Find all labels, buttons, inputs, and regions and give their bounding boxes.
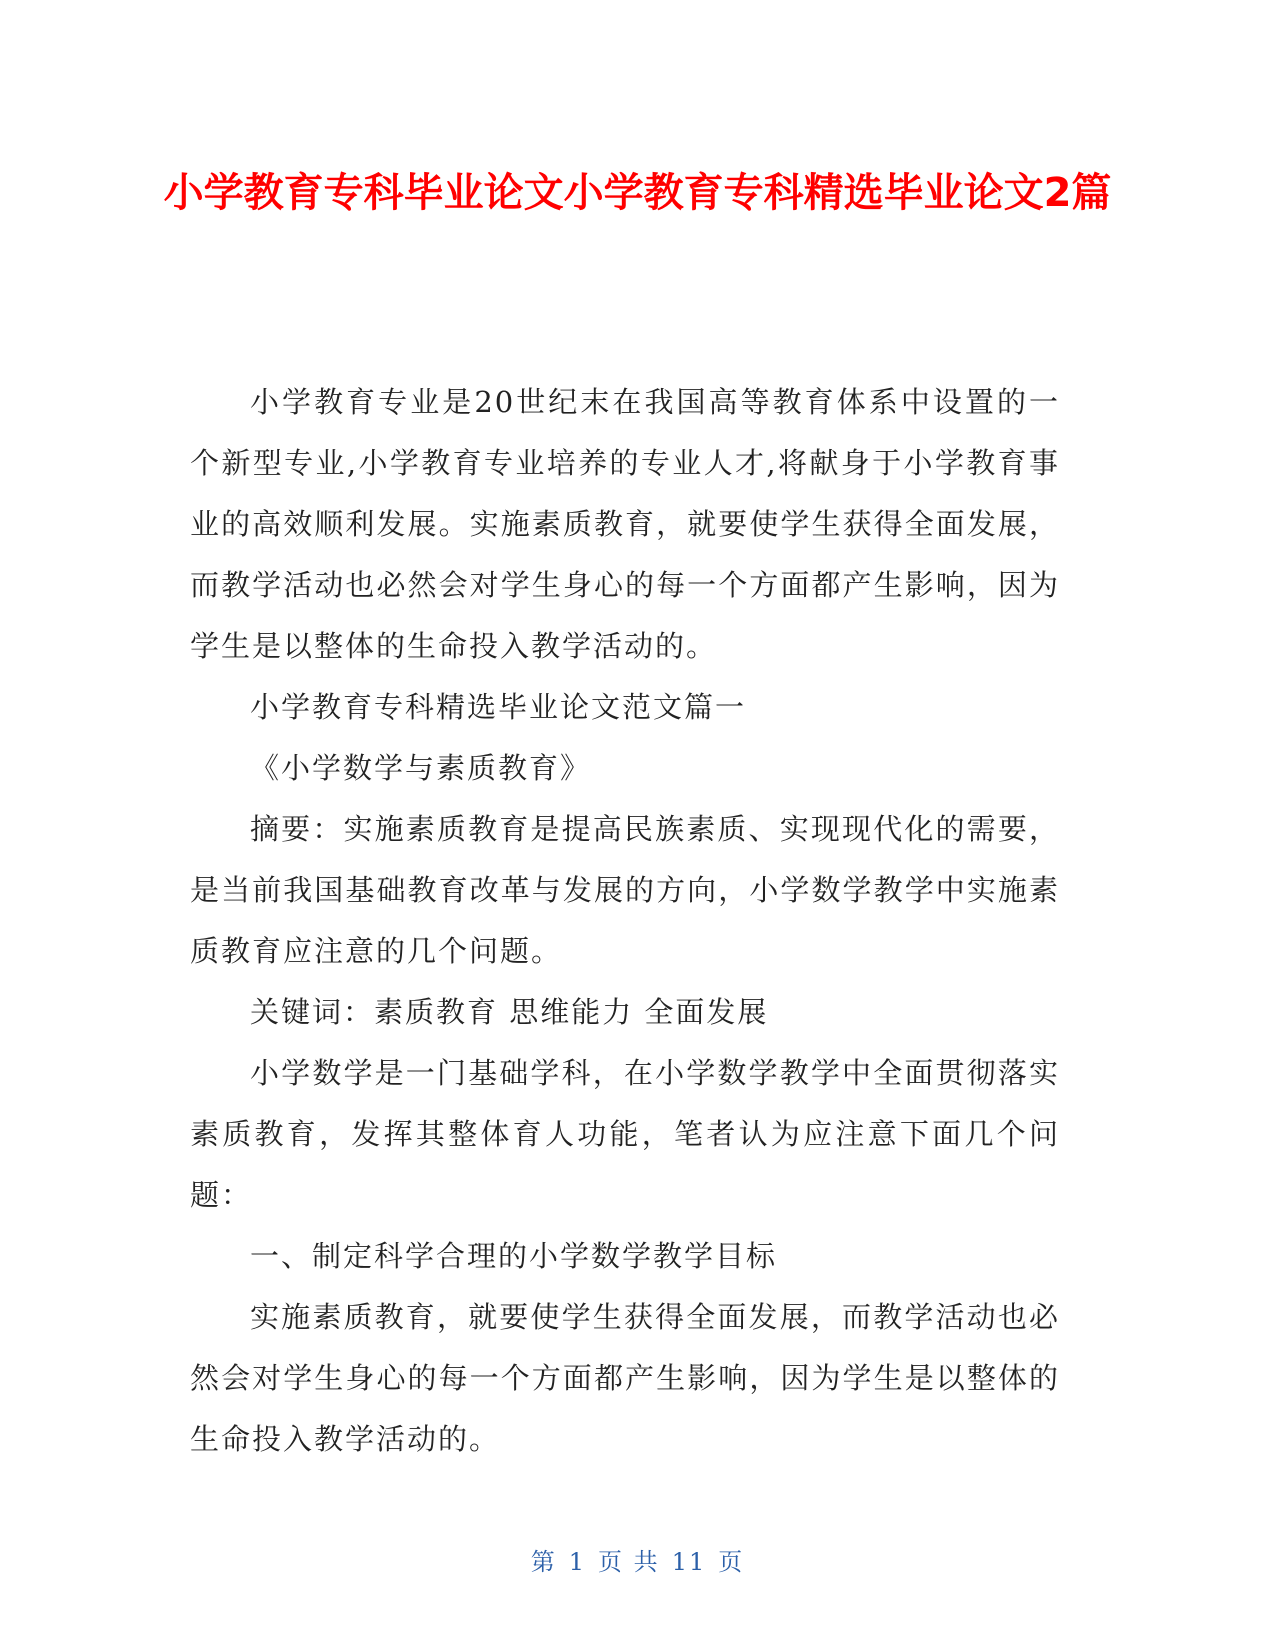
footer-total-pages: 11	[671, 1548, 707, 1576]
footer-mid: 页 共	[598, 1548, 660, 1576]
footer-suffix: 页	[718, 1548, 745, 1576]
paragraph-body-1: 小学数学是一门基础学科，在小学数学教学中全面贯彻落实素质教育，发挥其整体育人功能，笔者认为应注意下面几个问题：	[190, 1056, 1060, 1212]
paragraph-abstract: 摘要：实施素质教育是提高民族素质、实现现代化的需要，是当前我国基础教育改革与发展的方向，小学数学教学中实施素质教育应注意的几个问题。	[190, 812, 1060, 968]
footer-current-page: 1	[568, 1548, 587, 1576]
paragraph-keywords: 关键词：素质教育 思维能力 全面发展	[250, 995, 769, 1029]
paragraph-intro: 小学教育专业是20世纪末在我国高等教育体系中设置的一个新型专业,小学教育专业培养的专业人才,将献身于小学教育事业的高效顺利发展。实施素质教育，就要使学生获得全面发展，而教学活动也必然会对学生身心的每一个方面都产生影响，因为学生是以整体的生命投入教学活动的。	[190, 385, 1060, 663]
document-body	[190, 372, 1060, 1470]
document-title: 小学教育专科毕业论文小学教育专科精选毕业论文2篇	[163, 170, 1112, 216]
paragraph-subheading-1: 一、制定科学合理的小学数学教学目标	[250, 1239, 778, 1273]
footer-prefix: 第	[530, 1548, 557, 1576]
page-footer	[0, 1542, 1275, 1577]
paragraph-paper-title: 《小学数学与素质教育》	[250, 751, 592, 785]
paragraph-section-heading: 小学教育专科精选毕业论文范文篇一	[250, 690, 747, 724]
paragraph-body-2: 实施素质教育，就要使学生获得全面发展，而教学活动也必然会对学生身心的每一个方面都产生影响，因为学生是以整体的生命投入教学活动的。	[190, 1300, 1060, 1456]
